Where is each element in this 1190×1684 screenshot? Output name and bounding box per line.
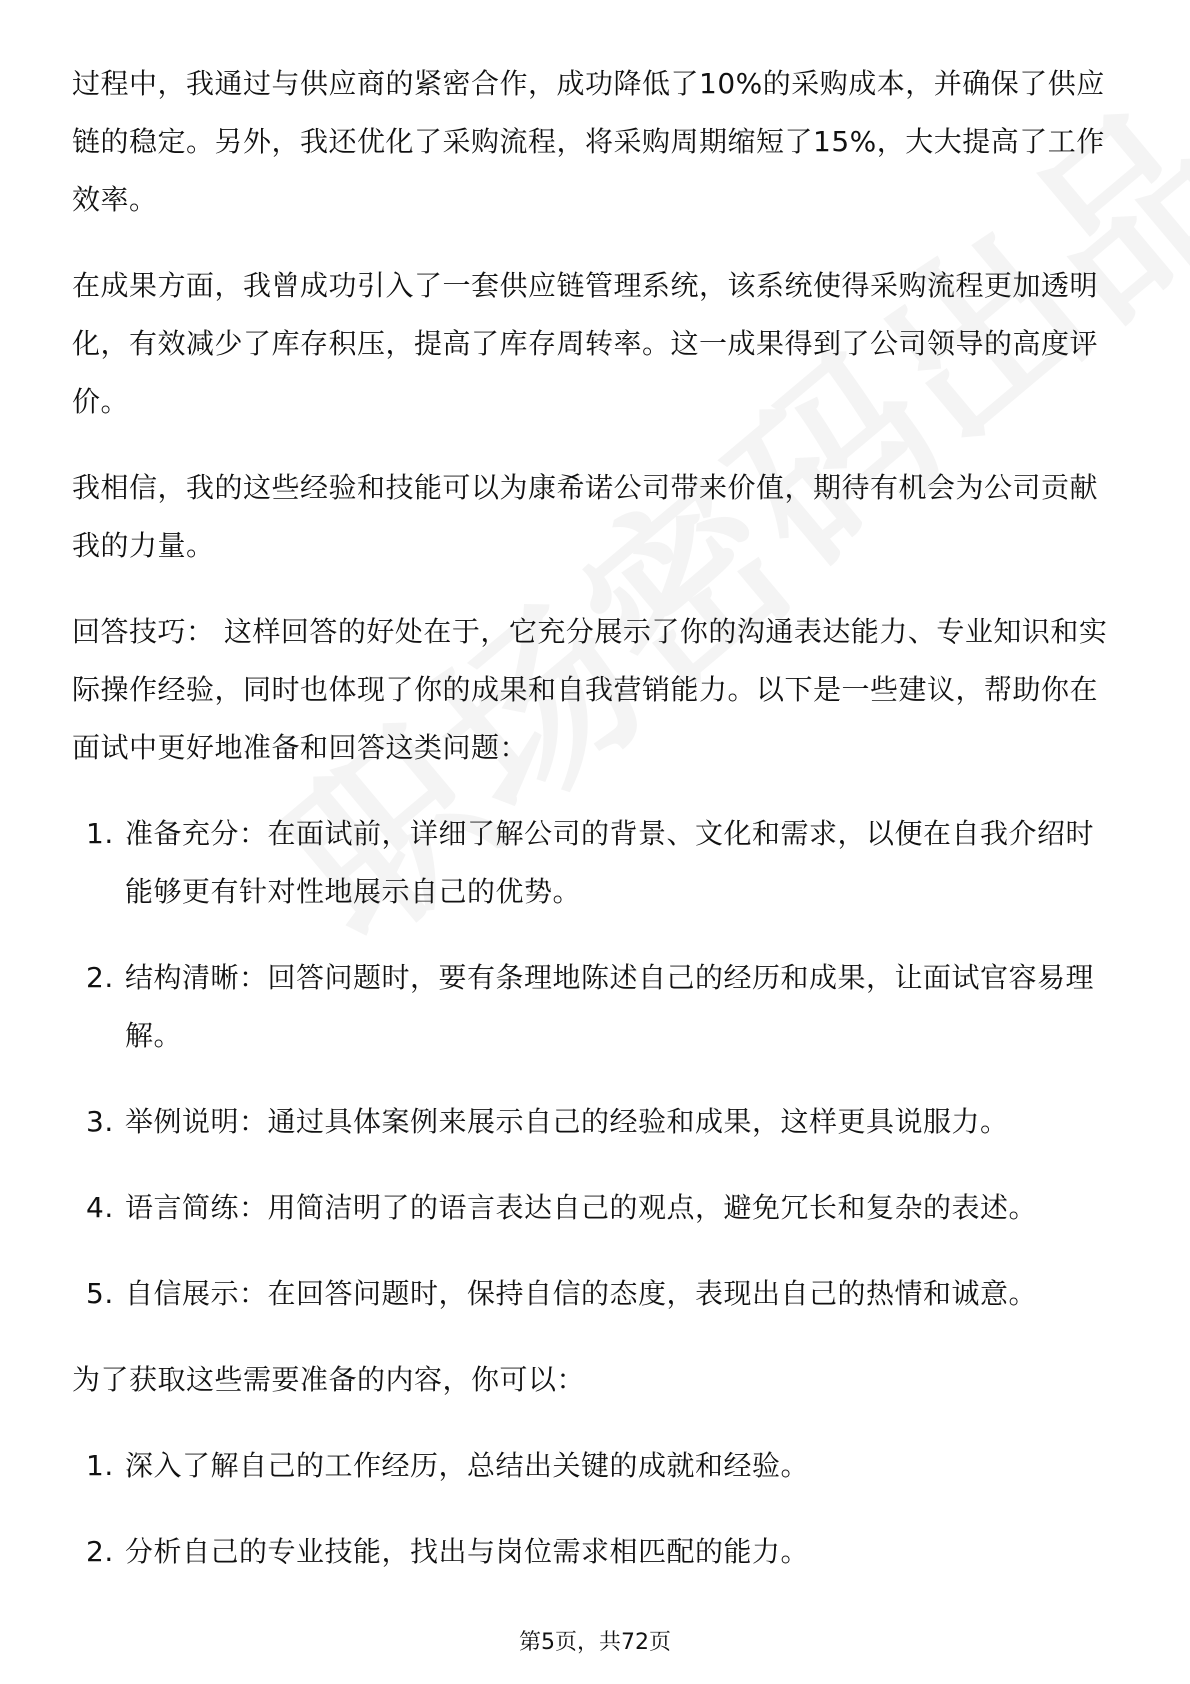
page-number: 第5页，共72页 [519, 1630, 671, 1655]
prep-list [72, 1437, 1122, 1581]
paragraph-prep-intro: 为了获取这些需要准备的内容，你可以： [72, 1363, 586, 1396]
list-number: 1. [86, 1449, 114, 1482]
list-item-text: 结构清晰：回答问题时，要有条理地陈述自己的经历和成果，让面试官容易理解。 [125, 961, 1095, 1052]
list-item-text: 自信展示：在回答问题时，保持自信的态度，表现出自己的热情和诚意。 [125, 1277, 1038, 1310]
list-item [72, 949, 1122, 1065]
list-item [72, 1523, 1122, 1581]
list-item [72, 1179, 1122, 1237]
paragraph-answer-tips: 回答技巧： 这样回答的好处在于，它充分展示了你的沟通表达能力、专业知识和实际操作经验，同时也体现了你的成果和自我营销能力。以下是一些建议，帮助你在面试中更好地准备和回答这类问题： [72, 615, 1108, 764]
list-item-text: 分析自己的专业技能，找出与岗位需求相匹配的能力。 [125, 1535, 810, 1568]
list-number: 3. [86, 1105, 114, 1138]
paragraph-closing: 我相信，我的这些经验和技能可以为康希诺公司带来价值，期待有机会为公司贡献我的力量。 [72, 471, 1099, 562]
list-item-text: 准备充分：在面试前，详细了解公司的背景、文化和需求，以便在自我介绍时能够更有针对性地展示自己的优势。 [125, 817, 1095, 908]
list-item-text: 深入了解自己的工作经历，总结出关键的成就和经验。 [125, 1449, 810, 1482]
list-item [72, 1437, 1122, 1495]
paragraph-achievement: 过程中，我通过与供应商的紧密合作，成功降低了10%的采购成本，并确保了供应链的稳定。另外，我还优化了采购流程，将采购周期缩短了15%，大大提高了工作效率。 [72, 67, 1105, 216]
list-item [72, 1265, 1122, 1323]
paragraph-results: 在成果方面，我曾成功引入了一套供应链管理系统，该系统使得采购流程更加透明化，有效减少了库存积压，提高了库存周转率。这一成果得到了公司领导的高度评价。 [72, 269, 1099, 418]
list-number: 2. [86, 1535, 114, 1568]
list-number: 2. [86, 961, 114, 994]
list-number: 4. [86, 1191, 114, 1224]
tips-list [72, 805, 1122, 1323]
document-body [72, 55, 1122, 1609]
list-item-text: 语言简练：用简洁明了的语言表达自己的观点，避免冗长和复杂的表述。 [125, 1191, 1038, 1224]
list-item [72, 1093, 1122, 1151]
list-number: 5. [86, 1277, 114, 1310]
list-number: 1. [86, 817, 114, 850]
list-item [72, 805, 1122, 921]
list-item-text: 举例说明：通过具体案例来展示自己的经验和成果，这样更具说服力。 [125, 1105, 1009, 1138]
